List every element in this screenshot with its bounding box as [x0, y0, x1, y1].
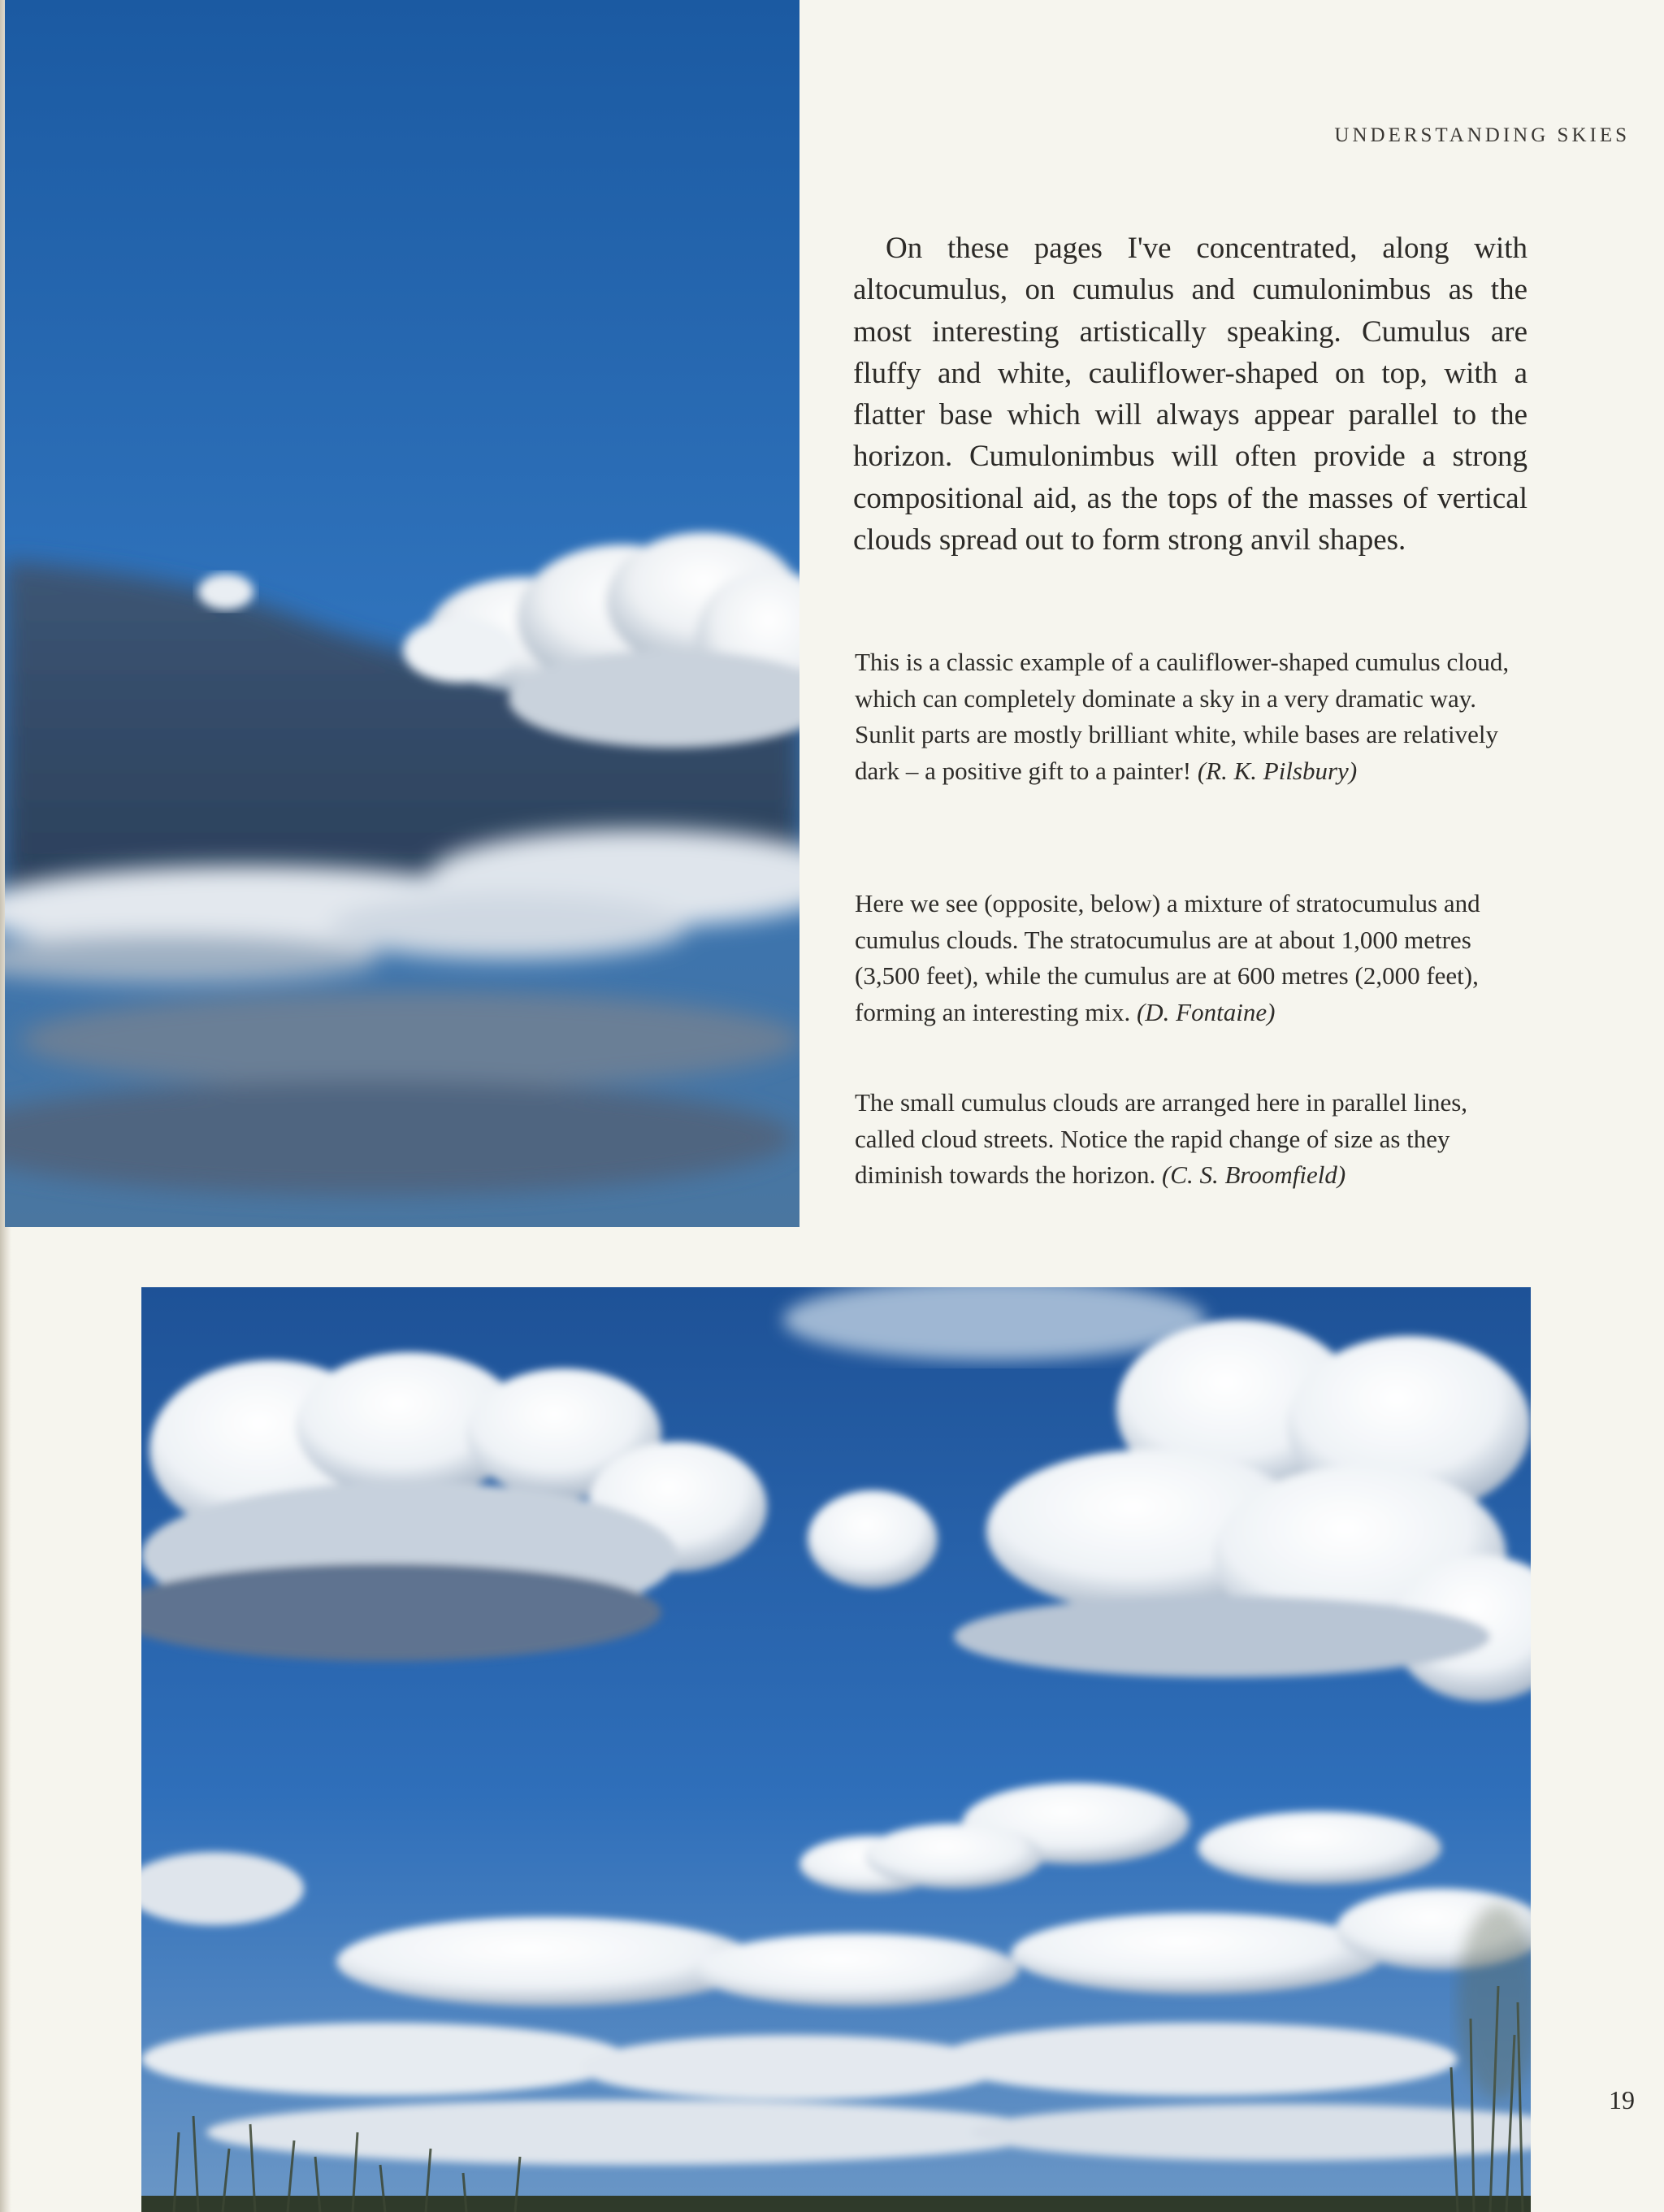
body-paragraph: On these pages I've concentrated, along with altocumulus, on cumulus and cumulonimbus as the most interesting artistically speaking. Cumulus are fluffy and white, cauliflower-shaped on top, with a flatter base which will always appear parallel to the horizon. Cumulonimbus will often provide a strong compositional aid, as the tops of the masses of vertical clouds spread out to form strong anvil shapes. [853, 232, 1528, 557]
caption-text: This is a classic example of a cauliflower-shaped cumulus cloud, which can completely dominate a sky in a very dramatic way. Sunlit parts are mostly brilliant white, while bases are relatively dark – a positive gift to a painter! [855, 648, 1510, 785]
photo-credit: (R. K. Pilsbury) [1197, 756, 1358, 785]
caption-pilsbury [855, 644, 1528, 789]
photo-credit: (D. Fontaine) [1136, 997, 1276, 1026]
cumulus-photo [5, 0, 800, 1227]
cloud-streets-photo [141, 1287, 1531, 2212]
caption-text: The small cumulus clouds are arranged here in parallel lines, called cloud streets. Notice the rapid change of size as they diminish towards the horizon. [855, 1088, 1468, 1189]
photo-credit: (C. S. Broomfield) [1161, 1160, 1346, 1189]
caption-fontaine [855, 886, 1528, 1030]
caption-text: Here we see (opposite, below) a mixture of stratocumulus and cumulus clouds. The stratocumulus are at about 1,000 metres (3,500 feet), while the cumulus are at 600 metres (2,000 feet), forming an interesting mix. [855, 889, 1480, 1026]
caption-broomfield [855, 1085, 1528, 1194]
running-head: UNDERSTANDING SKIES [1334, 124, 1630, 146]
page-number: 19 [1609, 2085, 1635, 2114]
